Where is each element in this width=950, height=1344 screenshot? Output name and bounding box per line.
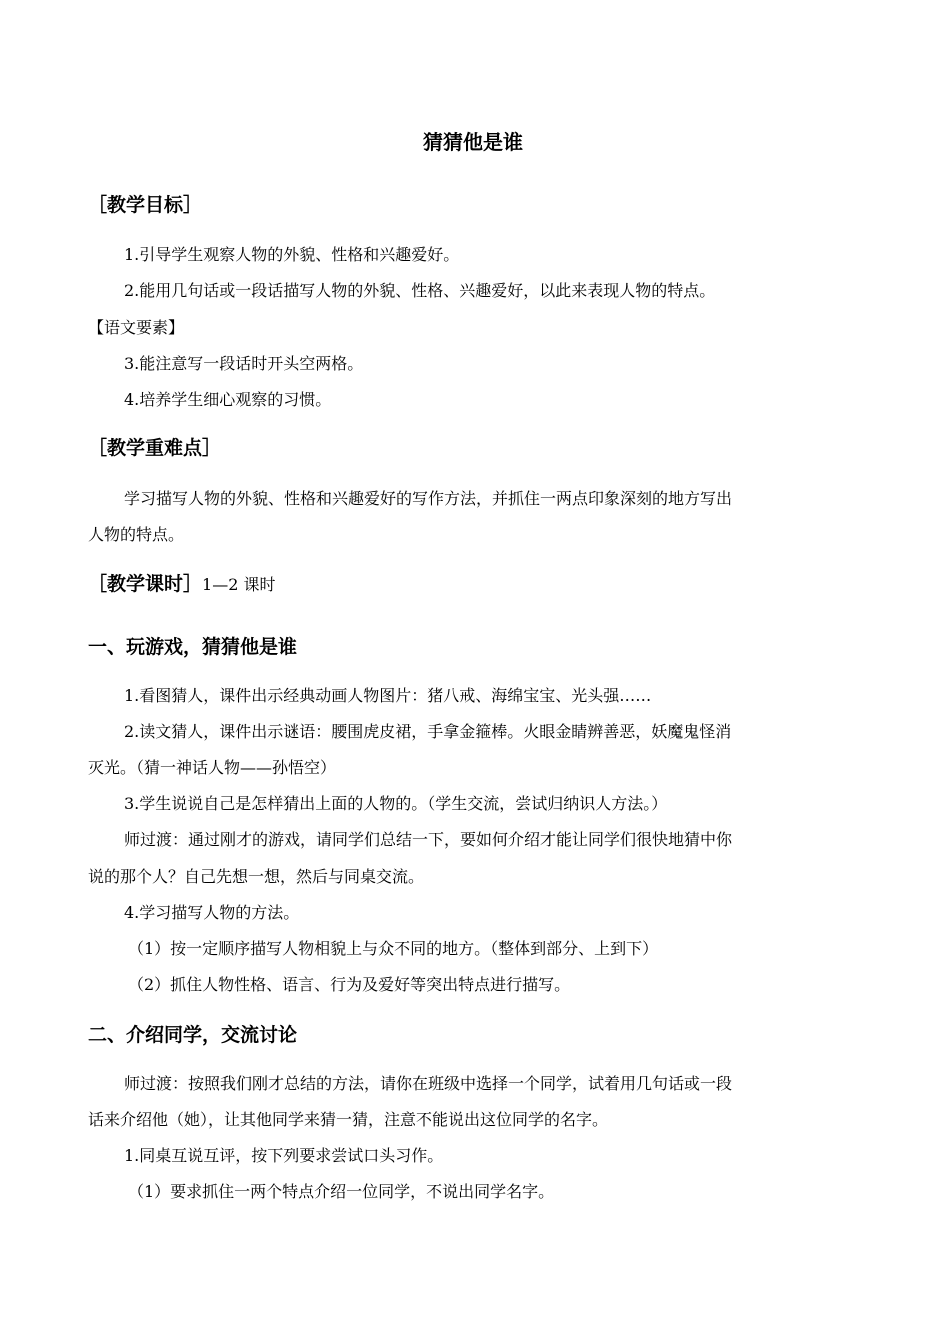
goals-heading — [88, 192, 858, 218]
section-1-line-5: 师过渡：通过刚才的游戏，请同学们总结一下，要如何介绍才能让同学们很快地猜中你 — [124, 830, 733, 849]
goal-item-1: 1.引导学生观察人物的外貌、性格和兴趣爱好。 — [124, 245, 460, 264]
key-points-line-2: 人物的特点。 — [88, 525, 185, 544]
key-points-heading-text: ［教学重难点］ — [88, 437, 222, 459]
section-1-line-7: 4.学习描写人物的方法。 — [124, 903, 300, 922]
language-item-4: 4.培养学生细心观察的习惯。 — [124, 390, 332, 409]
class-hours-heading-text: ［教学课时］ — [88, 573, 203, 595]
section-1-line-1: 1.看图猜人，课件出示经典动画人物图片：猪八戒、海绵宝宝、光头强…… — [124, 686, 652, 705]
section-2-line-2: 话来介绍他（她），让其他同学来猜一猜，注意不能说出这位同学的名字。 — [88, 1110, 609, 1129]
goal-item-2: 2.能用几句话或一段话描写人物的外貌、性格、兴趣爱好，以此来表现人物的特点。 — [124, 281, 716, 300]
class-hours-heading — [88, 571, 858, 598]
section-2-line-3: 1.同桌互说互评，按下列要求尝试口头习作。 — [124, 1146, 444, 1165]
section-1-line-9: （2）抓住人物性格、语言、行为及爱好等突出特点进行描写。 — [128, 975, 571, 994]
language-elements-heading: 【语文要素】 — [88, 318, 185, 337]
section-1-line-4: 3.学生说说自己是怎样猜出上面的人物的。（学生交流，尝试归纳识人方法。） — [124, 794, 668, 813]
class-hours-value: 1—2 课时 — [202, 575, 276, 594]
section-1-heading: 一、玩游戏，猜猜他是谁 — [88, 636, 298, 658]
section-1-line-8: （1）按一定顺序描写人物相貌上与众不同的地方。（整体到部分、上到下） — [128, 939, 659, 958]
key-points-heading — [88, 435, 858, 461]
section-2-line-1: 师过渡：按照我们刚才总结的方法，请你在班级中选择一个同学，试着用几句话或一段 — [124, 1074, 733, 1093]
key-points-line-1: 学习描写人物的外貌、性格和兴趣爱好的写作方法，并抓住一两点印象深刻的地方写出 — [124, 489, 733, 508]
language-item-3: 3.能注意写一段话时开头空两格。 — [124, 354, 364, 373]
section-1-line-2: 2.读文猜人，课件出示谜语：腰围虎皮裙，手拿金箍棒。火眼金睛辨善恶，妖魔鬼怪消 — [124, 722, 732, 741]
section-2-line-4: （1）要求抓住一两个特点介绍一位同学，不说出同学名字。 — [128, 1182, 555, 1201]
section-1-line-6: 说的那个人？自己先想一想，然后与同桌交流。 — [88, 867, 425, 886]
goals-heading-text: ［教学目标］ — [88, 194, 203, 216]
page-title: 猜猜他是谁 — [423, 130, 523, 154]
section-1-line-3: 灭光。（猜一神话人物——孙悟空） — [88, 758, 337, 777]
section-2-heading: 二、介绍同学，交流讨论 — [88, 1024, 298, 1046]
